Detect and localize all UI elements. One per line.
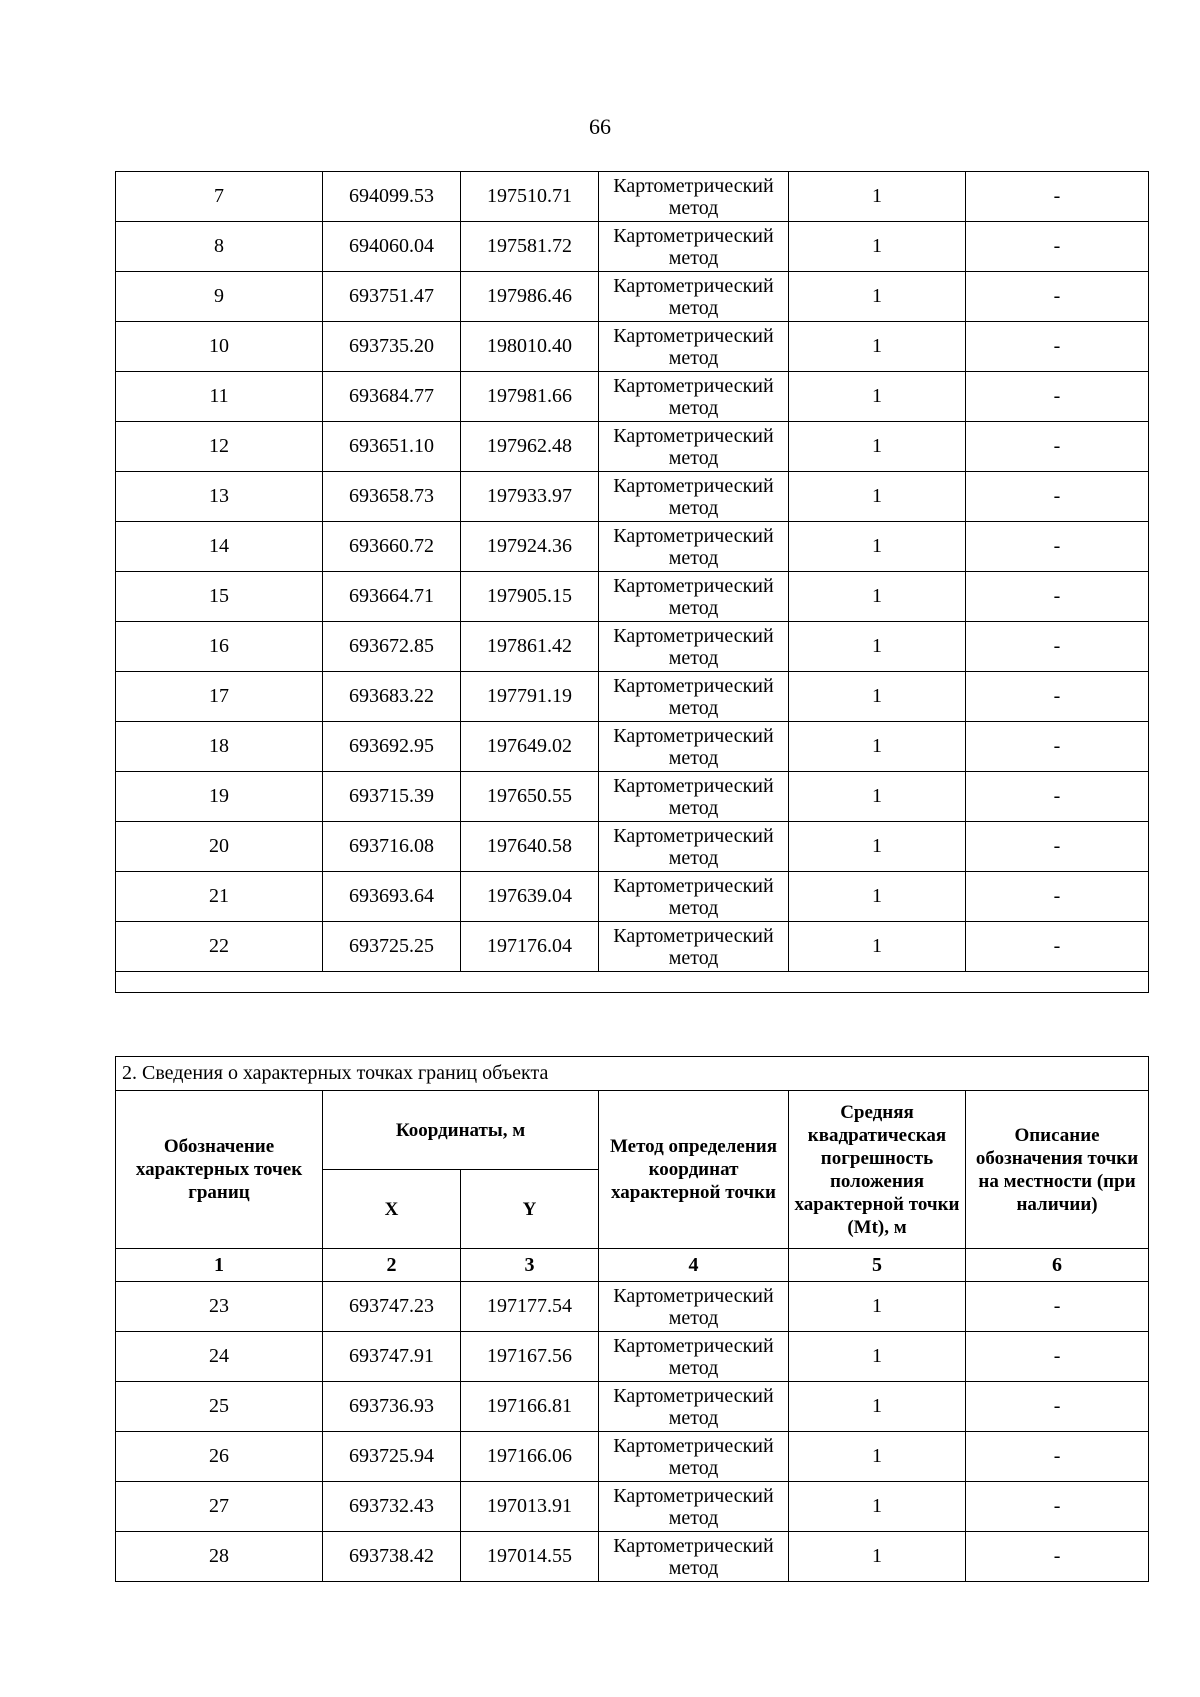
point-number-cell: 26 [116,1432,323,1482]
coord-y-cell: 197649.02 [461,722,599,772]
coord-y-cell: 197167.56 [461,1332,599,1382]
description-cell: - [966,822,1149,872]
point-number-cell: 15 [116,572,323,622]
method-cell: Картометрический метод [599,872,789,922]
coord-y-cell: 198010.40 [461,322,599,372]
accuracy-cell: 1 [789,572,966,622]
table-row [116,1532,1149,1582]
header-accuracy: Средняя квадратическая погрешность положения характерной точки (Mt), м [789,1091,966,1249]
point-number-cell: 8 [116,222,323,272]
accuracy-cell: 1 [789,1532,966,1582]
coord-x-cell: 693660.72 [323,522,461,572]
method-cell: Картометрический метод [599,1532,789,1582]
method-cell: Картометрический метод [599,372,789,422]
coord-x-cell: 693692.95 [323,722,461,772]
point-number-cell: 12 [116,422,323,472]
method-cell: Картометрический метод [599,472,789,522]
table-row [116,172,1149,222]
description-cell: - [966,322,1149,372]
coord-y-cell: 197650.55 [461,772,599,822]
coordinates-table-continued [115,171,1149,993]
table-row [116,622,1149,672]
accuracy-cell: 1 [789,622,966,672]
coord-y-cell: 197640.58 [461,822,599,872]
coord-x-cell: 693751.47 [323,272,461,322]
accuracy-cell: 1 [789,372,966,422]
table1-body [116,172,1149,993]
coord-x-cell: 693683.22 [323,672,461,722]
point-number-cell: 10 [116,322,323,372]
table2-body [116,1282,1149,1582]
description-cell: - [966,172,1149,222]
coord-x-cell: 693716.08 [323,822,461,872]
method-cell: Картометрический метод [599,572,789,622]
description-cell: - [966,1282,1149,1332]
coord-y-cell: 197510.71 [461,172,599,222]
table-row [116,772,1149,822]
table-row [116,472,1149,522]
empty-row [116,972,1149,993]
description-cell: - [966,672,1149,722]
coord-x-cell: 693672.85 [323,622,461,672]
coord-x-cell: 693747.23 [323,1282,461,1332]
coord-y-cell: 197177.54 [461,1282,599,1332]
coord-x-cell: 693651.10 [323,422,461,472]
method-cell: Картометрический метод [599,272,789,322]
description-cell: - [966,222,1149,272]
column-number: 1 [116,1249,323,1282]
column-number: 4 [599,1249,789,1282]
method-cell: Картометрический метод [599,1282,789,1332]
method-cell: Картометрический метод [599,172,789,222]
coord-y-cell: 197166.06 [461,1432,599,1482]
method-cell: Картометрический метод [599,222,789,272]
point-number-cell: 20 [116,822,323,872]
coord-x-cell: 694099.53 [323,172,461,222]
header-designation: Обозначение характерных точек границ [116,1091,323,1249]
header-y: Y [461,1170,599,1249]
table-row [116,1282,1149,1332]
method-cell: Картометрический метод [599,522,789,572]
description-cell: - [966,872,1149,922]
table-row [116,672,1149,722]
point-number-cell: 22 [116,922,323,972]
coord-x-cell: 693664.71 [323,572,461,622]
accuracy-cell: 1 [789,522,966,572]
table-row [116,1332,1149,1382]
coord-y-cell: 197166.81 [461,1382,599,1432]
description-cell: - [966,1382,1149,1432]
column-number: 5 [789,1249,966,1282]
accuracy-cell: 1 [789,722,966,772]
accuracy-cell: 1 [789,1482,966,1532]
table-row [116,572,1149,622]
description-cell: - [966,1332,1149,1382]
description-cell: - [966,1432,1149,1482]
description-cell: - [966,572,1149,622]
table-row [116,322,1149,372]
method-cell: Картометрический метод [599,1482,789,1532]
accuracy-cell: 1 [789,672,966,722]
coord-x-cell: 693736.93 [323,1382,461,1432]
point-number-cell: 23 [116,1282,323,1332]
method-cell: Картометрический метод [599,672,789,722]
coord-x-cell: 693732.43 [323,1482,461,1532]
coord-y-cell: 197905.15 [461,572,599,622]
coord-y-cell: 197013.91 [461,1482,599,1532]
header-coordinates: Координаты, м [323,1091,599,1170]
accuracy-cell: 1 [789,272,966,322]
accuracy-cell: 1 [789,472,966,522]
point-number-cell: 14 [116,522,323,572]
table-row [116,272,1149,322]
description-cell: - [966,422,1149,472]
point-number-cell: 21 [116,872,323,922]
coord-x-cell: 693747.91 [323,1332,461,1382]
accuracy-cell: 1 [789,872,966,922]
accuracy-cell: 1 [789,1332,966,1382]
accuracy-cell: 1 [789,222,966,272]
table-row [116,1432,1149,1482]
method-cell: Картометрический метод [599,722,789,772]
table-row [116,522,1149,572]
point-number-cell: 9 [116,272,323,322]
coord-y-cell: 197986.46 [461,272,599,322]
accuracy-cell: 1 [789,922,966,972]
accuracy-cell: 1 [789,322,966,372]
page-number: 66 [589,114,611,139]
table-row [116,822,1149,872]
point-number-cell: 7 [116,172,323,222]
description-cell: - [966,722,1149,772]
table-row [116,922,1149,972]
table-row [116,722,1149,772]
description-cell: - [966,372,1149,422]
header-description: Описание обозначения точки на местности (при наличии) [966,1091,1149,1249]
table-row [116,372,1149,422]
point-number-cell: 13 [116,472,323,522]
column-number: 6 [966,1249,1149,1282]
description-cell: - [966,922,1149,972]
description-cell: - [966,472,1149,522]
boundary-points-table [115,1056,1149,1582]
description-cell: - [966,1532,1149,1582]
coord-x-cell: 693725.25 [323,922,461,972]
method-cell: Картометрический метод [599,422,789,472]
description-cell: - [966,622,1149,672]
point-number-cell: 25 [116,1382,323,1432]
method-cell: Картометрический метод [599,322,789,372]
method-cell: Картометрический метод [599,1332,789,1382]
point-number-cell: 11 [116,372,323,422]
table-row [116,872,1149,922]
point-number-cell: 17 [116,672,323,722]
description-cell: - [966,772,1149,822]
coord-y-cell: 197639.04 [461,872,599,922]
table-row [116,422,1149,472]
point-number-cell: 16 [116,622,323,672]
accuracy-cell: 1 [789,772,966,822]
coord-y-cell: 197176.04 [461,922,599,972]
coord-x-cell: 693738.42 [323,1532,461,1582]
header-x: X [323,1170,461,1249]
method-cell: Картометрический метод [599,622,789,672]
method-cell: Картометрический метод [599,772,789,822]
description-cell: - [966,1482,1149,1532]
coord-y-cell: 197981.66 [461,372,599,422]
accuracy-cell: 1 [789,1382,966,1432]
accuracy-cell: 1 [789,172,966,222]
empty-cell [116,972,1149,993]
method-cell: Картометрический метод [599,1432,789,1482]
method-cell: Картометрический метод [599,922,789,972]
column-numbers-row [116,1249,1149,1282]
point-number-cell: 28 [116,1532,323,1582]
column-number: 3 [461,1249,599,1282]
point-number-cell: 27 [116,1482,323,1532]
coord-x-cell: 693693.64 [323,872,461,922]
coord-x-cell: 693725.94 [323,1432,461,1482]
table-row [116,222,1149,272]
coord-x-cell: 694060.04 [323,222,461,272]
point-number-cell: 24 [116,1332,323,1382]
accuracy-cell: 1 [789,1432,966,1482]
header-method: Метод определения координат характерной точки [599,1091,789,1249]
description-cell: - [966,522,1149,572]
accuracy-cell: 1 [789,1282,966,1332]
table-row [116,1482,1149,1532]
method-cell: Картометрический метод [599,822,789,872]
coord-x-cell: 693684.77 [323,372,461,422]
coord-y-cell: 197014.55 [461,1532,599,1582]
coord-y-cell: 197924.36 [461,522,599,572]
point-number-cell: 19 [116,772,323,822]
point-number-cell: 18 [116,722,323,772]
coord-y-cell: 197791.19 [461,672,599,722]
column-number: 2 [323,1249,461,1282]
accuracy-cell: 1 [789,822,966,872]
method-cell: Картометрический метод [599,1382,789,1432]
section-title: 2. Сведения о характерных точках границ объекта [116,1057,1149,1091]
coord-y-cell: 197581.72 [461,222,599,272]
coord-x-cell: 693715.39 [323,772,461,822]
coord-y-cell: 197962.48 [461,422,599,472]
description-cell: - [966,272,1149,322]
coord-y-cell: 197933.97 [461,472,599,522]
table-row [116,1382,1149,1432]
coord-y-cell: 197861.42 [461,622,599,672]
coord-x-cell: 693658.73 [323,472,461,522]
coord-x-cell: 693735.20 [323,322,461,372]
accuracy-cell: 1 [789,422,966,472]
